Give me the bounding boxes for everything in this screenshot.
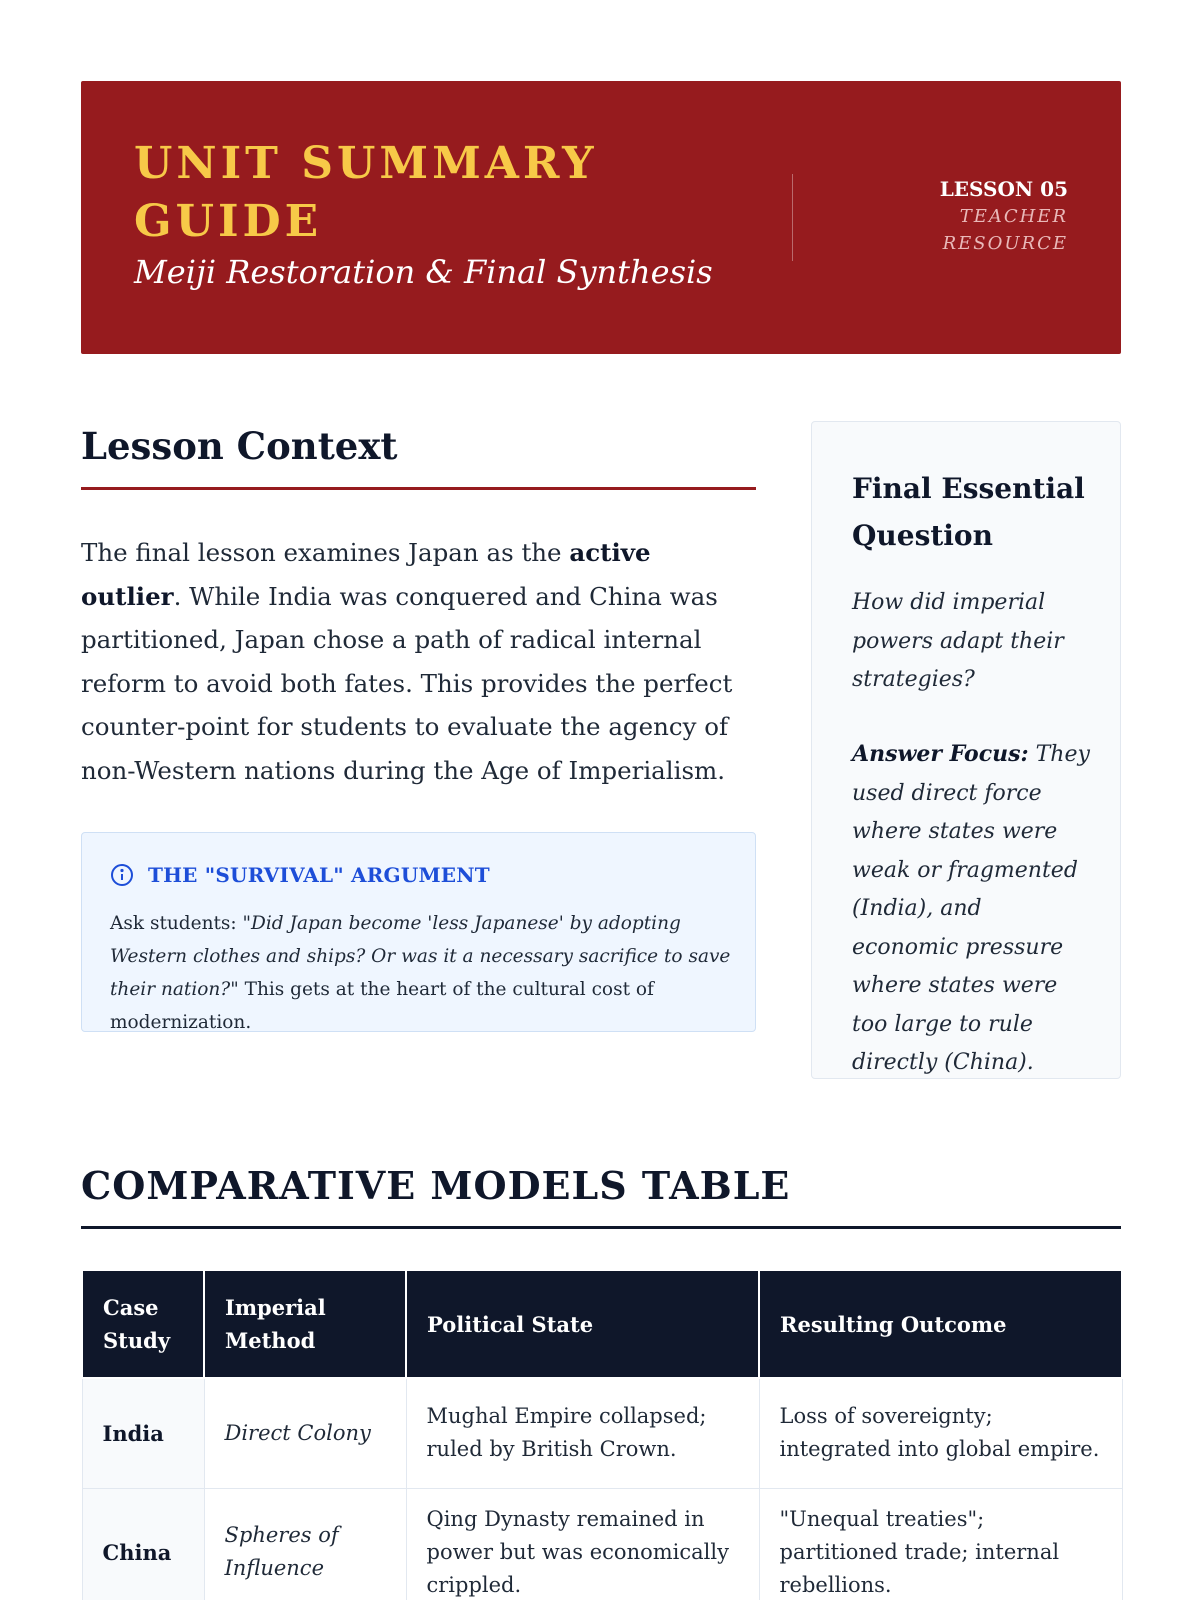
lesson-context-paragraph xyxy=(81,531,756,792)
lesson-context-heading: Lesson Context xyxy=(81,424,398,468)
answer-focus xyxy=(852,735,1092,1083)
callout-text xyxy=(110,907,735,1039)
essential-question-title: Final Essential Question xyxy=(852,472,1085,552)
case-study-cell: India xyxy=(82,1378,204,1488)
page-title: UNIT SUMMARY GUIDE xyxy=(134,138,598,247)
table-row xyxy=(82,1488,1122,1600)
political-state-cell: Mughal Empire collapsed; ruled by British Crown. xyxy=(406,1378,759,1488)
survival-argument-callout xyxy=(81,832,756,1032)
table-row xyxy=(82,1378,1122,1488)
outcome-cell: "Unequal treaties"; partitioned trade; internal rebellions. xyxy=(759,1488,1122,1600)
comparative-models-table xyxy=(81,1269,1123,1600)
outcome-cell: Loss of sovereignty; integrated into global empire. xyxy=(759,1378,1122,1488)
resource-label: TEACHER RESOURCE xyxy=(942,206,1068,254)
table-heading: COMPARATIVE MODELS TABLE xyxy=(81,1163,791,1208)
answer-focus-label: Answer Focus: xyxy=(852,741,1029,767)
page-subtitle: Meiji Restoration & Final Synthesis xyxy=(134,253,713,291)
callout-lead: Ask students: xyxy=(110,913,243,934)
column-header-case-study: Case Study xyxy=(82,1270,204,1378)
case-study-cell: China xyxy=(82,1488,204,1600)
callout-tail: This gets at the heart of the cultural cost of modernization. xyxy=(110,979,654,1033)
column-header-political-state: Political State xyxy=(406,1270,759,1378)
section-divider xyxy=(81,487,756,490)
lesson-number: LESSON 05 xyxy=(939,177,1068,201)
paragraph-emphasis: active outlier xyxy=(81,538,651,611)
imperial-method-cell: Direct Colony xyxy=(204,1378,406,1488)
table-heading-rule xyxy=(81,1226,1121,1229)
political-state-cell: Qing Dynasty remained in power but was economically crippled. xyxy=(406,1488,759,1600)
imperial-method-cell: Spheres of Influence xyxy=(204,1488,406,1600)
column-header-resulting-outcome: Resulting Outcome xyxy=(759,1270,1122,1378)
paragraph-text-start: The final lesson examines Japan as the xyxy=(81,538,570,567)
essential-question-text: How did imperial powers adapt their strategies? xyxy=(852,590,1064,692)
header-divider xyxy=(792,174,793,261)
info-icon xyxy=(110,863,134,887)
table-header-row xyxy=(82,1270,1122,1378)
callout-quote: "Did Japan become 'less Japanese' by adopting Western clothes and ships? Or was it a necessary sacrifice to save their nation?" xyxy=(110,913,731,1000)
header-meta xyxy=(938,175,1068,257)
callout-title: THE "SURVIVAL" ARGUMENT xyxy=(148,863,490,887)
paragraph-text-end: . While India was conquered and China was partitioned, Japan chose a path of radical internal reform to avoid both fates. This provides the perfect counter-point for students to evaluate the agency of non-Western nations during the Age of Imperialism. xyxy=(81,581,733,785)
callout-header xyxy=(110,863,490,887)
column-header-imperial-method: Imperial Method xyxy=(204,1270,406,1378)
header-banner xyxy=(81,81,1121,354)
essential-question-panel xyxy=(811,421,1121,1079)
answer-focus-text: They used direct force where states were weak or fragmented (India), and economic pressure where states were too large to rule directly (China). xyxy=(852,742,1090,1075)
